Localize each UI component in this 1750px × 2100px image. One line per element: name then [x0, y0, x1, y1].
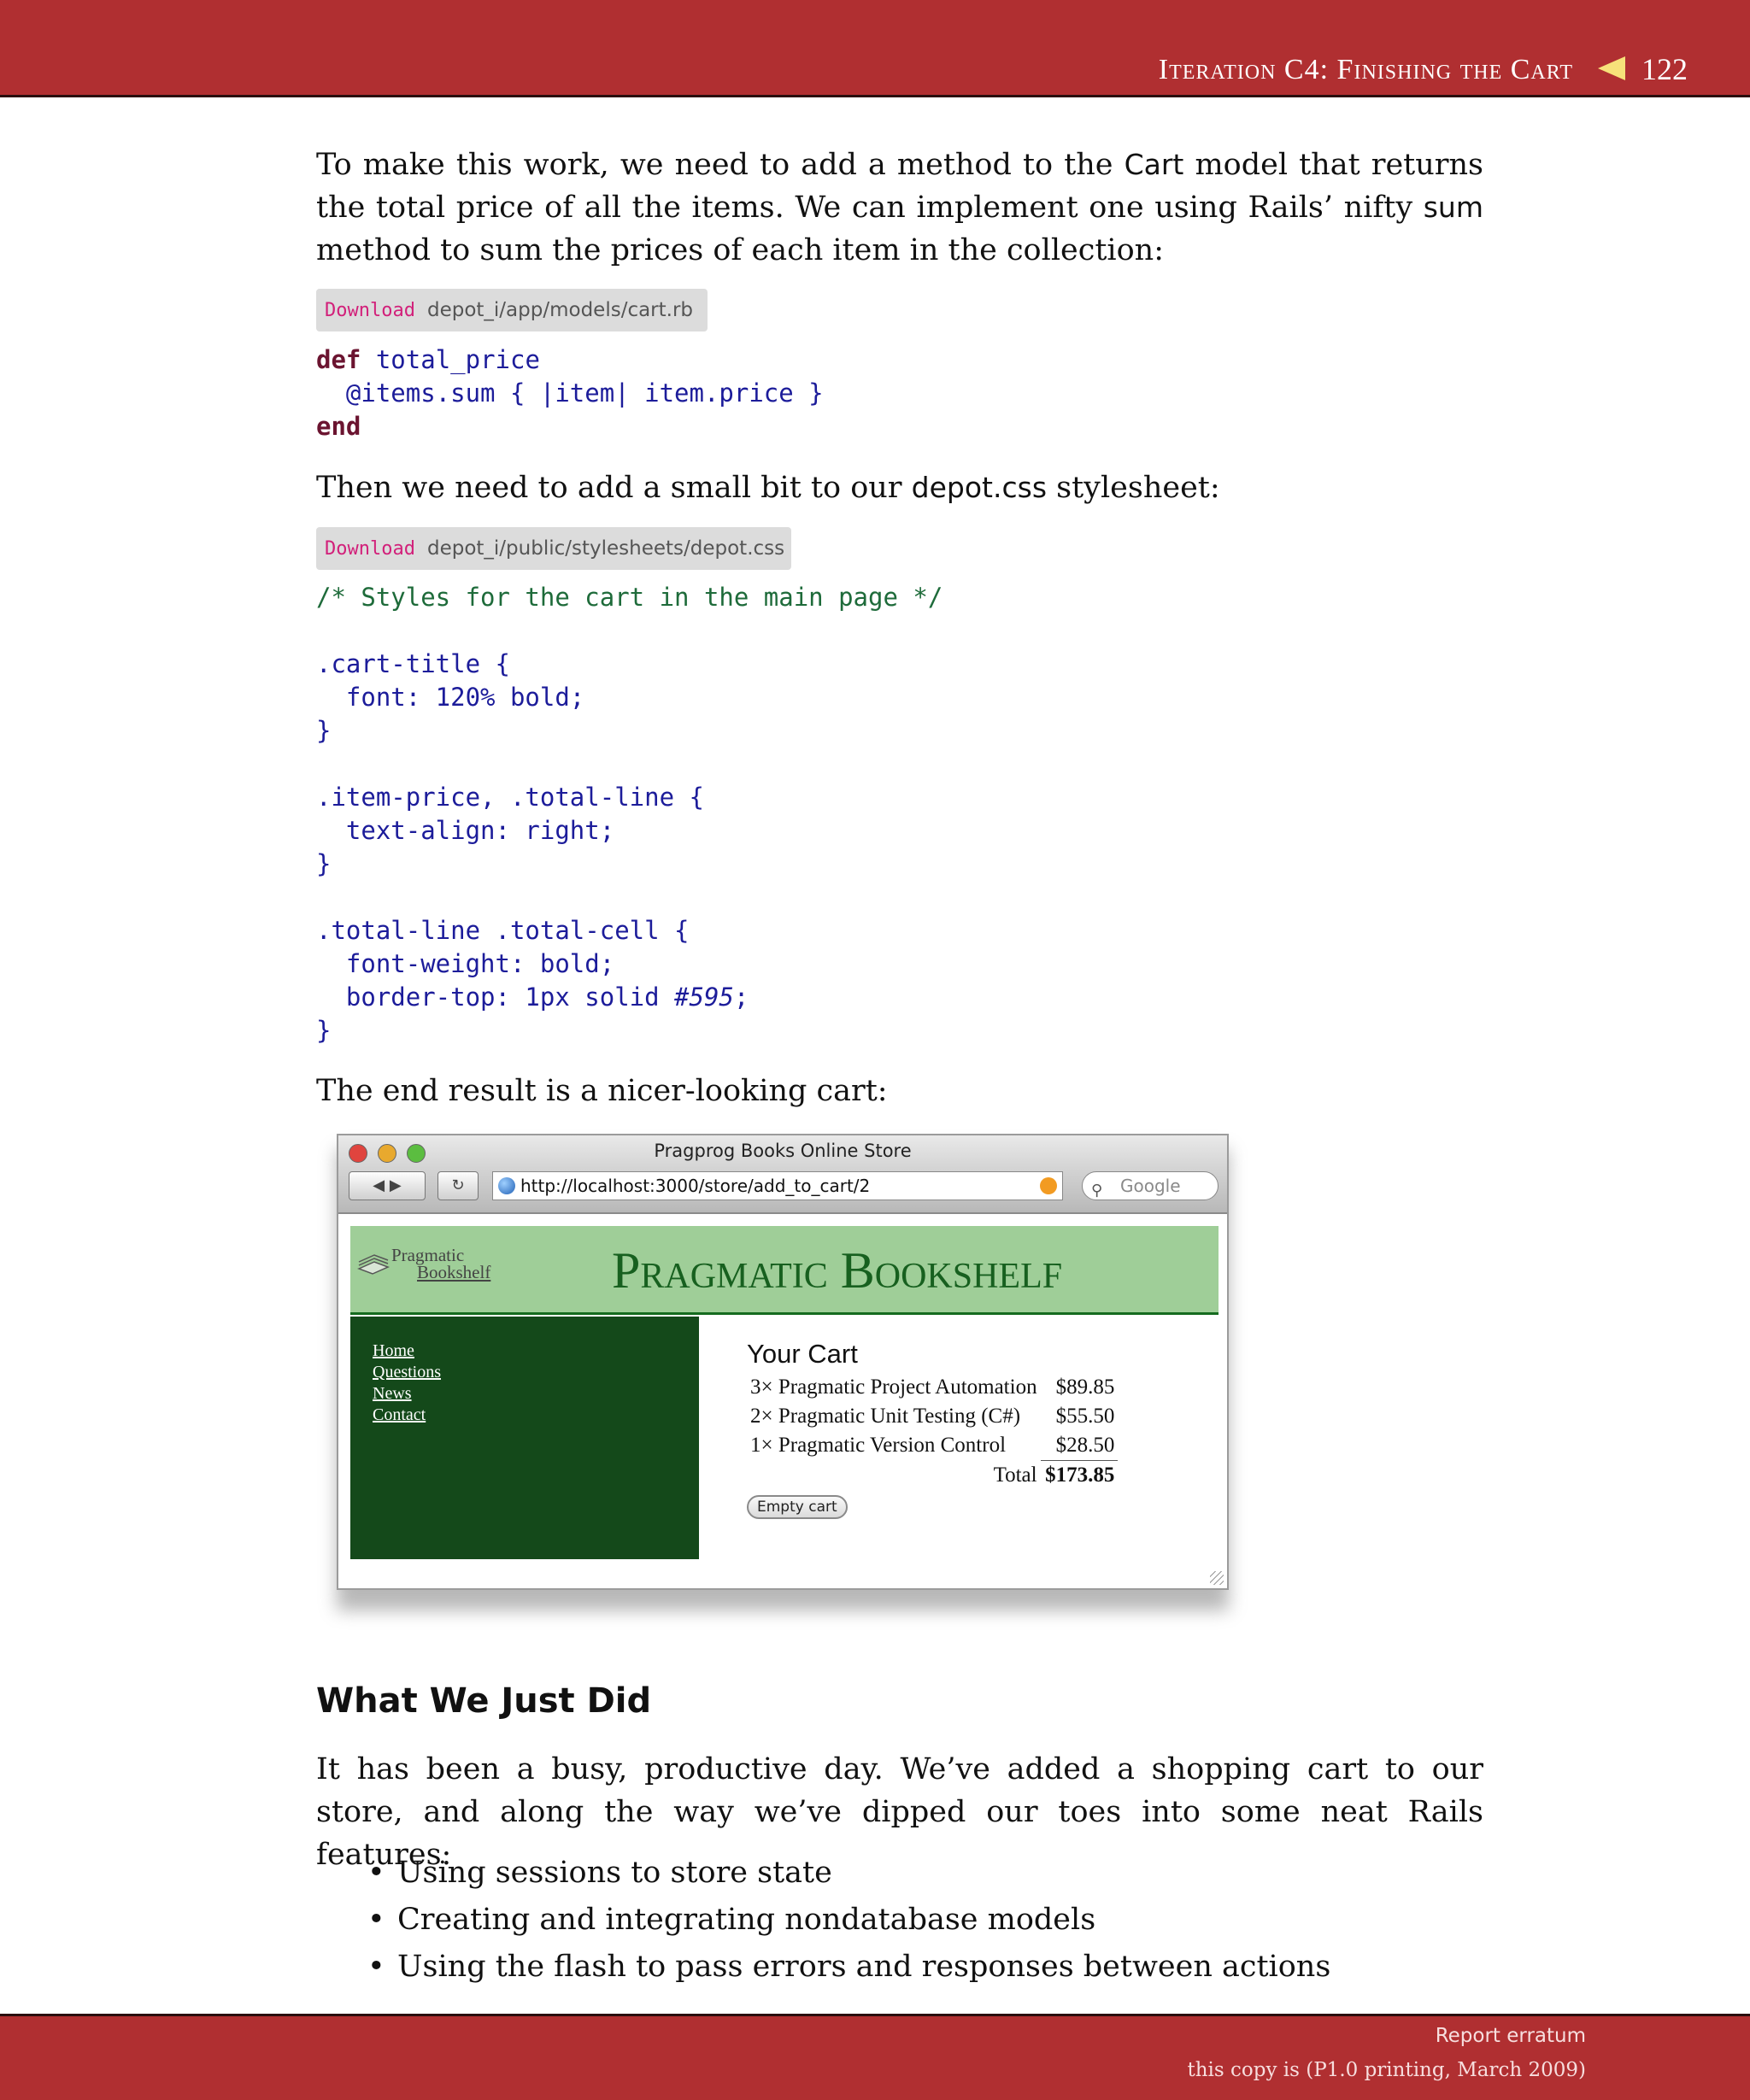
address-bar[interactable]: [492, 1171, 1063, 1200]
item-price: $89.85: [1055, 1376, 1115, 1399]
download-path: depot_i/public/stylesheets/depot.css: [426, 537, 785, 560]
item-description: 2× Pragmatic Unit Testing (C#): [750, 1405, 1021, 1428]
css-rule-item-price: .item-price, .total-line { text-align: right; }: [316, 783, 704, 878]
resize-grip-icon[interactable]: [1210, 1571, 1224, 1585]
logo-line: Pragmatic: [391, 1245, 465, 1265]
item-price: $55.50: [1055, 1405, 1115, 1428]
back-forward-button[interactable]: ◀ ▶: [349, 1171, 426, 1200]
browser-toolbar: [338, 1135, 1227, 1214]
intro-paragraph: [316, 144, 1483, 272]
empty-cart-button[interactable]: Empty cart: [747, 1495, 848, 1519]
css-rule-cart-title: .cart-title { font: 120% bold; }: [316, 649, 585, 745]
search-input[interactable]: [1082, 1171, 1219, 1200]
page-header: [0, 0, 1750, 97]
cart-table: [747, 1373, 1118, 1490]
download-path: depot_i/app/models/cart.rb: [426, 299, 694, 321]
result-paragraph: The end result is a nicer-looking cart:: [316, 1074, 888, 1108]
list-item: • Using the flash to pass errors and responses between actions: [367, 1944, 1330, 1991]
table-row: [747, 1402, 1118, 1431]
search-placeholder: Google: [1120, 1176, 1181, 1196]
search-icon: ⚲: [1091, 1182, 1103, 1200]
running-title: Iteration C4: Finishing the Cart: [1158, 54, 1573, 85]
cart-panel: [747, 1339, 1118, 1519]
table-row: [747, 1373, 1118, 1402]
site-banner: [350, 1226, 1219, 1315]
total-row: [747, 1461, 1118, 1491]
code-block-css: [316, 581, 943, 1047]
browser-screenshot: [330, 1134, 1230, 1604]
globe-icon: [498, 1177, 515, 1194]
code-keyword: end: [316, 412, 361, 441]
nav-link-news[interactable]: News: [373, 1384, 412, 1403]
site-logo[interactable]: [391, 1247, 490, 1281]
intro-text-2: model that returns the total price of all the items. We can implement one using Rails’ nifty: [316, 148, 1483, 225]
download-link[interactable]: Download: [325, 538, 415, 560]
code-comment: /* Styles for the cart in the main page */: [316, 583, 943, 612]
side-navigation: [350, 1317, 699, 1559]
copy-info: this copy is (P1.0 printing, March 2009): [1187, 2059, 1586, 2081]
section-heading: What We Just Did: [316, 1681, 652, 1721]
summary-paragraph: It has been a busy, productive day. We’ve added a shopping cart to our store, and along the way we’ve dipped our toes into some neat Rails features:: [316, 1752, 1483, 1872]
nav-link-contact[interactable]: Contact: [373, 1405, 426, 1424]
code-keyword: def: [316, 345, 361, 374]
prev-page-arrow-icon[interactable]: [1598, 56, 1625, 80]
cart-title: Your Cart: [747, 1339, 858, 1369]
item-description: 3× Pragmatic Project Automation: [750, 1376, 1037, 1399]
intro-text: To make this work, we need to add a method to the: [316, 148, 1125, 182]
logo-line: Bookshelf: [417, 1262, 491, 1282]
url-text: http://localhost:3000/store/add_to_cart/2: [520, 1176, 871, 1196]
para-text-2: stylesheet:: [1047, 471, 1220, 505]
method-name: sum: [1423, 191, 1483, 224]
list-item: • Using sessions to store state: [367, 1850, 1330, 1897]
download-bar-cart-rb[interactable]: [316, 289, 708, 331]
table-row: [747, 1431, 1118, 1461]
nav-link-home[interactable]: Home: [373, 1341, 414, 1360]
file-name: depot.css: [911, 471, 1048, 504]
page-number: 122: [1641, 52, 1688, 86]
banner-title: Pragmatic Bookshelf: [612, 1242, 1063, 1299]
code-line: total_price: [361, 345, 540, 374]
code-line: @items.sum { |item| item.price }: [316, 378, 824, 408]
total-value: $173.85: [1041, 1461, 1119, 1491]
item-price: $28.50: [1055, 1434, 1115, 1457]
code-block-ruby: [316, 343, 824, 443]
css-rule-total-line: .total-line .total-cell { font-weight: bold; border-top: 1px solid: [316, 916, 690, 1012]
para-text: Then we need to add a small bit to our: [316, 471, 912, 505]
rss-icon[interactable]: [1040, 1177, 1057, 1194]
download-link[interactable]: Download: [325, 300, 415, 321]
item-description: 1× Pragmatic Version Control: [750, 1434, 1007, 1458]
reload-icon[interactable]: ↻: [438, 1171, 479, 1200]
browser-window: [337, 1134, 1229, 1590]
report-erratum-link[interactable]: Report erratum: [1435, 2025, 1586, 2047]
book-logo-icon: [357, 1250, 390, 1276]
total-label: Total: [993, 1463, 1037, 1487]
page-footer: [0, 2014, 1750, 2100]
window-title: Pragprog Books Online Store: [654, 1141, 912, 1161]
css-rule-end: ; }: [316, 983, 749, 1045]
list-item: • Creating and integrating nondatabase models: [367, 1897, 1330, 1944]
download-bar-depot-css[interactable]: [316, 527, 791, 570]
feature-list: [367, 1850, 1330, 1991]
intro-text-3: method to sum the prices of each item in the collection:: [316, 233, 1164, 267]
css-intro-paragraph: [316, 466, 1483, 509]
model-name: Cart: [1124, 148, 1184, 181]
css-color-value: #595: [674, 983, 734, 1012]
nav-link-questions[interactable]: Questions: [373, 1363, 441, 1381]
